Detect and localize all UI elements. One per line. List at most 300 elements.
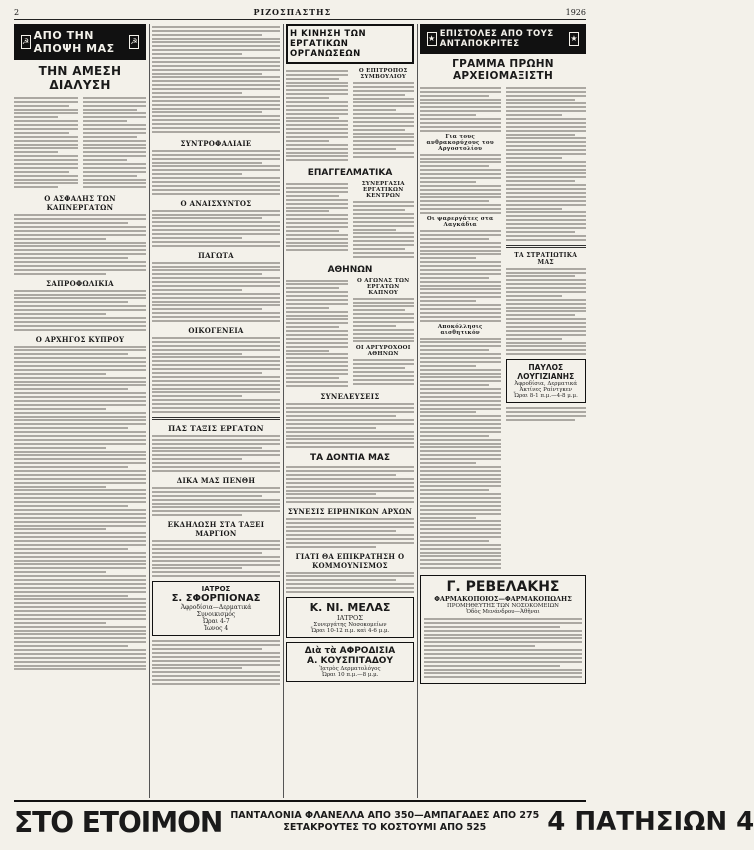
sickle-icon: ☭ [129,35,139,49]
text-line [83,182,147,184]
text-line [424,665,560,667]
column-divider [149,24,150,798]
text-line [14,408,106,410]
text-line [420,181,476,183]
text-line [286,446,414,448]
text-line [152,403,280,405]
text-line [286,128,348,130]
text-line [286,526,414,528]
text-line [14,517,146,519]
subheading: ΕΠΑΓΓΕΛΜΑΤΙΚΑ [307,168,393,179]
text-line [353,367,406,369]
text-line [424,622,582,624]
text-line [83,97,147,99]
text-line [152,356,280,358]
ad-title: ΠΑΥΛΟΣ ΛΟΥΓΙΖΙΑΝΗΣ [517,363,575,382]
text-line [83,101,147,103]
text-line [420,110,501,112]
text-line [152,262,280,264]
text-line [152,210,280,212]
text-line [353,340,415,342]
text-line [353,144,415,146]
text-line [506,208,562,210]
text-line [506,411,587,413]
text-line [286,89,348,91]
text-line [353,229,396,231]
ad-title: Διὰ τὰ ΑΦΡΟΔΙΣΙΑ [304,645,396,656]
text-line [14,505,128,507]
text-line [420,234,501,236]
text-line [152,273,262,275]
text-line [420,349,489,351]
text-line [506,180,575,182]
text-line [152,652,280,654]
text-line [424,672,582,674]
text-line [14,493,146,495]
text-line [286,353,348,355]
text-line [506,122,587,124]
text-line [152,640,280,642]
text-line [353,244,415,246]
text-line [286,318,348,320]
text-line [420,158,501,160]
subheading: ΣΥΝΕΛΕΥΣΕΙΣ [320,392,380,402]
text-line [353,371,415,373]
text-line [14,598,146,600]
text-line [14,253,146,255]
text-line [286,307,329,309]
text-line [420,415,501,417]
subheading: ΤΑ ΔΟΝΤΙΑ ΜΑΣ [309,453,391,464]
text-line [14,587,146,589]
text-line [286,572,414,574]
text-line [353,117,415,119]
text-line [14,97,78,99]
newspaper-name: ΡΙΖΟΣΠΑΣΤΗΣ [253,7,332,17]
ad-address: 4 ΠΑΤΗΣΙΩΝ 4 [547,807,754,837]
text-block [152,150,280,195]
text-line [152,301,280,303]
text-line [286,361,348,363]
text-line [14,373,106,375]
text-line [420,269,501,271]
text-line [14,171,69,173]
text-line [152,45,280,47]
text-line [152,360,280,362]
text-line [420,513,501,515]
text-line [14,159,78,161]
text-line [152,69,280,71]
text-line [286,105,348,107]
ad-line: Ὧραι 8-1 π.μ.—4-8 μ.μ. [513,393,578,400]
doctor-ad-afrodisia [286,642,414,682]
text-line [14,249,146,251]
text-line [506,303,587,305]
text-line [14,155,78,157]
text-line [420,369,501,371]
text-line [506,275,575,277]
text-line [14,470,146,472]
divider [152,417,280,420]
text-line [420,165,489,167]
ad-line: Συνεργάτης Νοσοκομείων [313,621,387,628]
text-line [14,226,146,228]
text-line [353,129,406,131]
text-line [152,225,280,227]
text-line [286,218,348,220]
text-line [14,349,146,351]
text-line [420,361,501,363]
text-line [506,192,587,194]
text-block [152,435,280,472]
section-banner-title: Η ΚΙΝΗΣΗ ΤΩΝ ΕΡΓΑΤΙΚΩΝ ΟΡΓΑΝΩΣΕΩΝ [290,29,367,59]
text-block [286,518,414,547]
text-line [353,359,415,361]
text-line [152,656,280,658]
text-line [506,227,587,229]
text-line [14,381,146,383]
text-block [506,85,587,571]
text-line [152,104,280,106]
text-line [152,506,280,508]
text-line [286,350,329,352]
text-line [14,544,146,546]
text-line [420,185,501,187]
text-line [353,133,415,135]
text-line [14,668,146,670]
text-line [152,38,280,40]
text-line [286,152,348,154]
text-line [286,144,348,146]
ad-line: Ἰωνος 4 [203,625,229,633]
text-line [286,482,414,484]
text-line [506,184,587,186]
text-line [353,221,415,223]
text-line [424,630,582,632]
text-line [152,177,280,179]
text-line [506,169,587,171]
text-line [14,462,146,464]
text-line [506,188,587,190]
text-line [14,575,146,577]
subheading: Αποκόλλησις αισθητικόν [437,323,483,336]
text-line [152,376,280,378]
text-line [14,633,146,635]
text-line [286,542,414,544]
text-line [286,538,414,540]
text-line [14,618,146,620]
text-line [14,622,106,624]
text-line [286,385,348,387]
text-line [14,661,146,663]
text-line [14,179,78,181]
text-line [152,127,280,129]
text-line [152,443,280,445]
text-line [152,399,280,401]
text-line [83,109,138,111]
text-line [152,181,280,183]
text-line [14,361,146,363]
text-line [353,337,415,339]
text-line [353,201,415,203]
text-line [152,372,262,374]
text-line [506,322,587,324]
text-line [286,283,348,285]
text-line [286,322,348,324]
text-line [152,320,280,322]
text-line [353,101,415,103]
text-line [152,454,280,456]
text-line [152,165,280,167]
text-line [14,222,128,224]
text-line [420,173,501,175]
text-line [420,308,501,310]
ad-store-name: ΣΤΟ ΕΤΟΙΜΟΝ [14,805,223,839]
text-line [424,657,582,659]
column-divider [283,24,284,798]
text-line [152,560,280,562]
subheading: ΑΘΗΝΩΝ [327,264,373,275]
text-line [286,326,339,328]
ad-title: Κ. ΝΙ. ΜΕΛΑΣ [309,600,391,614]
text-line [353,379,415,381]
text-line [506,118,587,120]
text-line [14,630,146,632]
text-line [286,423,414,425]
text-line [152,575,280,577]
text-line [152,61,280,63]
text-line [152,503,280,505]
text-line [420,106,501,108]
text-line [286,113,348,115]
text-line [14,242,146,244]
text-line [353,305,415,307]
text-line [506,91,587,93]
text-line [420,419,501,421]
text-line [14,657,146,659]
text-line [286,442,414,444]
text-line [152,571,280,573]
text-line [152,185,280,187]
subheading: ΟΙ ΑΡΓΥΡΟΧΟΟΙ ΑΘΗΝΩΝ [355,345,411,358]
text-line [286,291,348,293]
text-line [152,233,280,235]
text-line [424,641,582,643]
text-line [506,239,587,241]
text-line [420,285,501,287]
text-line [420,450,501,452]
text-line [14,297,146,299]
text-line [506,279,587,281]
text-line [14,269,146,271]
text-line [14,645,128,647]
text-line [152,495,262,497]
text-line [353,325,396,327]
text-line [424,649,582,651]
text-line [14,447,106,449]
text-line [506,134,575,136]
text-line [14,257,128,259]
text-line [152,57,280,59]
text-line [152,447,262,449]
text-line [14,486,106,488]
header-rule [14,19,586,20]
text-line [420,532,501,534]
text-line [152,364,280,366]
text-line [420,196,501,198]
text-line [286,369,348,371]
text-line [506,326,587,328]
text-line [83,155,147,157]
text-line [420,501,501,503]
text-line [286,470,414,472]
text-line [506,157,562,159]
text-line [14,384,146,386]
text-line [353,109,396,111]
section-banner-title: ΑΠΟ ΤΗΝ ΑΠΟΨΗ ΜΑΣ [33,29,115,55]
text-line [286,330,348,332]
text-line [506,342,587,344]
text-line [286,234,348,236]
text-line [152,341,280,343]
text-line [83,112,147,114]
text-line [14,528,106,530]
text-line [424,618,582,620]
subheading: ΕΚΔΗΛΩΣΗ ΣΤΑ ΤΑΞΕΙ ΜΑΡΓΙΟΝ [167,520,265,539]
text-line [506,211,587,213]
text-line [14,626,146,628]
text-line [353,383,415,385]
text-line [14,301,128,303]
text-line [286,438,414,440]
text-line [152,499,280,501]
text-line [506,419,575,421]
text-line [152,312,280,314]
text-line [506,223,587,225]
text-line [353,98,415,100]
text-line [152,293,280,295]
text-line [420,277,489,279]
text-line [420,114,476,116]
text-line [152,217,262,219]
text-line [286,93,348,95]
text-line [14,245,146,247]
text-line [506,334,587,336]
text-line [420,300,476,302]
text-block [152,24,280,135]
ad-line: Ὧραι 10 π.μ.—8 μ.μ. [321,671,379,678]
text-line [152,683,280,685]
text-line [420,563,501,565]
text-block [286,572,414,593]
text-line [420,458,501,460]
text-line [286,435,414,437]
text-line [14,369,146,371]
text-line [152,308,262,310]
text-line [506,291,587,293]
divider [506,245,587,248]
text-line [286,493,376,495]
text-line [14,560,146,562]
text-line [420,99,501,101]
doctor-ad [152,581,280,636]
text-line [14,163,78,165]
text-line [286,124,348,126]
ad-name: Α. ΚΟΥΣΠΙΤΑΔΟΥ [307,655,393,666]
text-line [14,230,146,232]
text-line [14,392,146,394]
text-line [286,407,414,409]
text-line [152,510,280,512]
text-line [506,114,562,116]
text-line [83,186,147,188]
text-line [83,159,127,161]
text-block [14,290,146,331]
text-line [420,212,501,214]
two-column-text [286,68,414,163]
text-line [424,645,535,647]
text-line [83,128,147,130]
text-line [506,149,587,151]
text-line [14,665,146,667]
text-line [286,295,348,297]
text-line [14,513,146,515]
subheading: Ο ΕΠΙΤΡΟΠΟΣ ΣΥΜΒΟΥΛΙΟΥ [358,68,408,80]
text-line [286,497,414,499]
text-line [286,315,348,317]
text-line [286,311,348,313]
text-line [353,209,406,211]
text-line [286,411,414,413]
star-icon: ★ [569,32,579,46]
text-line [420,388,501,390]
text-line [14,435,146,437]
subheading: ΟΙΚΟΓΕΝΕΙΑ [188,326,244,335]
text-line [14,595,128,597]
column-labour [286,24,414,798]
text-line [353,82,415,84]
text-line [152,119,280,121]
text-line [14,427,128,429]
text-line [152,564,280,566]
text-line [353,375,415,377]
text-line [152,349,280,351]
text-line [420,154,501,156]
subheading: Ο ΑΡΧΗΓΟΣ ΚΥΠΡΟΥ [35,334,125,344]
text-line [353,298,415,300]
text-line [420,288,501,290]
text-line [14,105,69,107]
text-line [506,126,587,128]
text-line [152,439,280,441]
text-line [14,653,146,655]
text-line [420,427,501,429]
text-line [83,140,147,142]
text-line [286,579,396,581]
text-line [14,404,146,406]
text-line [14,265,146,267]
text-line [286,381,348,383]
text-line [420,376,501,378]
text-line [14,309,146,311]
text-line [420,548,501,550]
subheading: Για τους ανθρακορύχους του Αργοστολίου [426,133,495,152]
text-line [420,509,501,511]
text-line [152,53,242,55]
text-line [286,591,414,593]
text-line [14,443,146,445]
text-line [353,313,415,315]
